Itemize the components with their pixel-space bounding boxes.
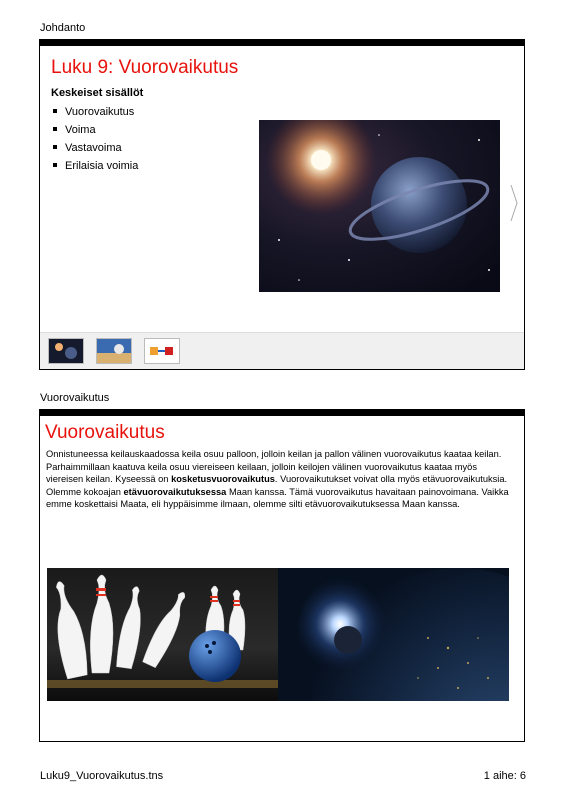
planet-space-image bbox=[259, 120, 500, 292]
slide-title: Luku 9: Vuorovaikutus bbox=[51, 57, 239, 78]
thumbnail-forces[interactable] bbox=[144, 338, 180, 364]
topic-list bbox=[51, 103, 138, 175]
thumbnail-planet[interactable] bbox=[48, 338, 84, 364]
slide-subtitle: Keskeiset sisällöt bbox=[51, 87, 144, 99]
topic-item: Erilaisia voimia bbox=[51, 157, 138, 175]
earth-space-image bbox=[278, 568, 509, 701]
footer-page-number: 1 aihe: 6 bbox=[483, 770, 526, 782]
topic-item: Vastavoima bbox=[51, 139, 138, 157]
slide-topbar bbox=[40, 40, 524, 46]
slide-topbar bbox=[40, 410, 524, 416]
slide-frame-interaction bbox=[39, 409, 525, 742]
slide-thumbnail-strip bbox=[40, 332, 524, 369]
body-paragraph: Onnistuneessa keilauskaadossa keila osuu palloon, jolloin keilan ja pallon välinen vuorovaikutus kaataa keilan. Parhaimmillaan kaatuva keila osuu viereiseen keilaan, jolloin keilojen välinen vuorovaikutus kaataa myös viereisen keilan. Kyseessä on kosketusvuorovaikutus. Vuorovaikutukset voivat olla myös etävuorovaikutuksia. Olemme kokoajan etävuorovaikutuksessa Maan kanssa. Tämä vuorovaikutus havaitaan painovoimana. Vaikka emme koskettaisi Maata, eli hyppäisimme ilmaan, olemme silti etävuorovaikutuksessa Maan kanssa. bbox=[46, 449, 509, 510]
section-label-johdanto: Johdanto bbox=[40, 22, 86, 34]
topic-item: Vuorovaikutus bbox=[51, 103, 138, 121]
thumbnail-bowling[interactable] bbox=[96, 338, 132, 364]
topic-item: Voima bbox=[51, 121, 138, 139]
section-label-vuorovaikutus: Vuorovaikutus bbox=[40, 392, 110, 404]
footer-filename: Luku9_Vuorovaikutus.tns bbox=[40, 770, 164, 782]
slide-frame-intro bbox=[39, 39, 525, 370]
chevron-right-icon[interactable] bbox=[510, 183, 518, 228]
bowling-image bbox=[47, 568, 278, 701]
slide-title: Vuorovaikutus bbox=[45, 422, 165, 443]
